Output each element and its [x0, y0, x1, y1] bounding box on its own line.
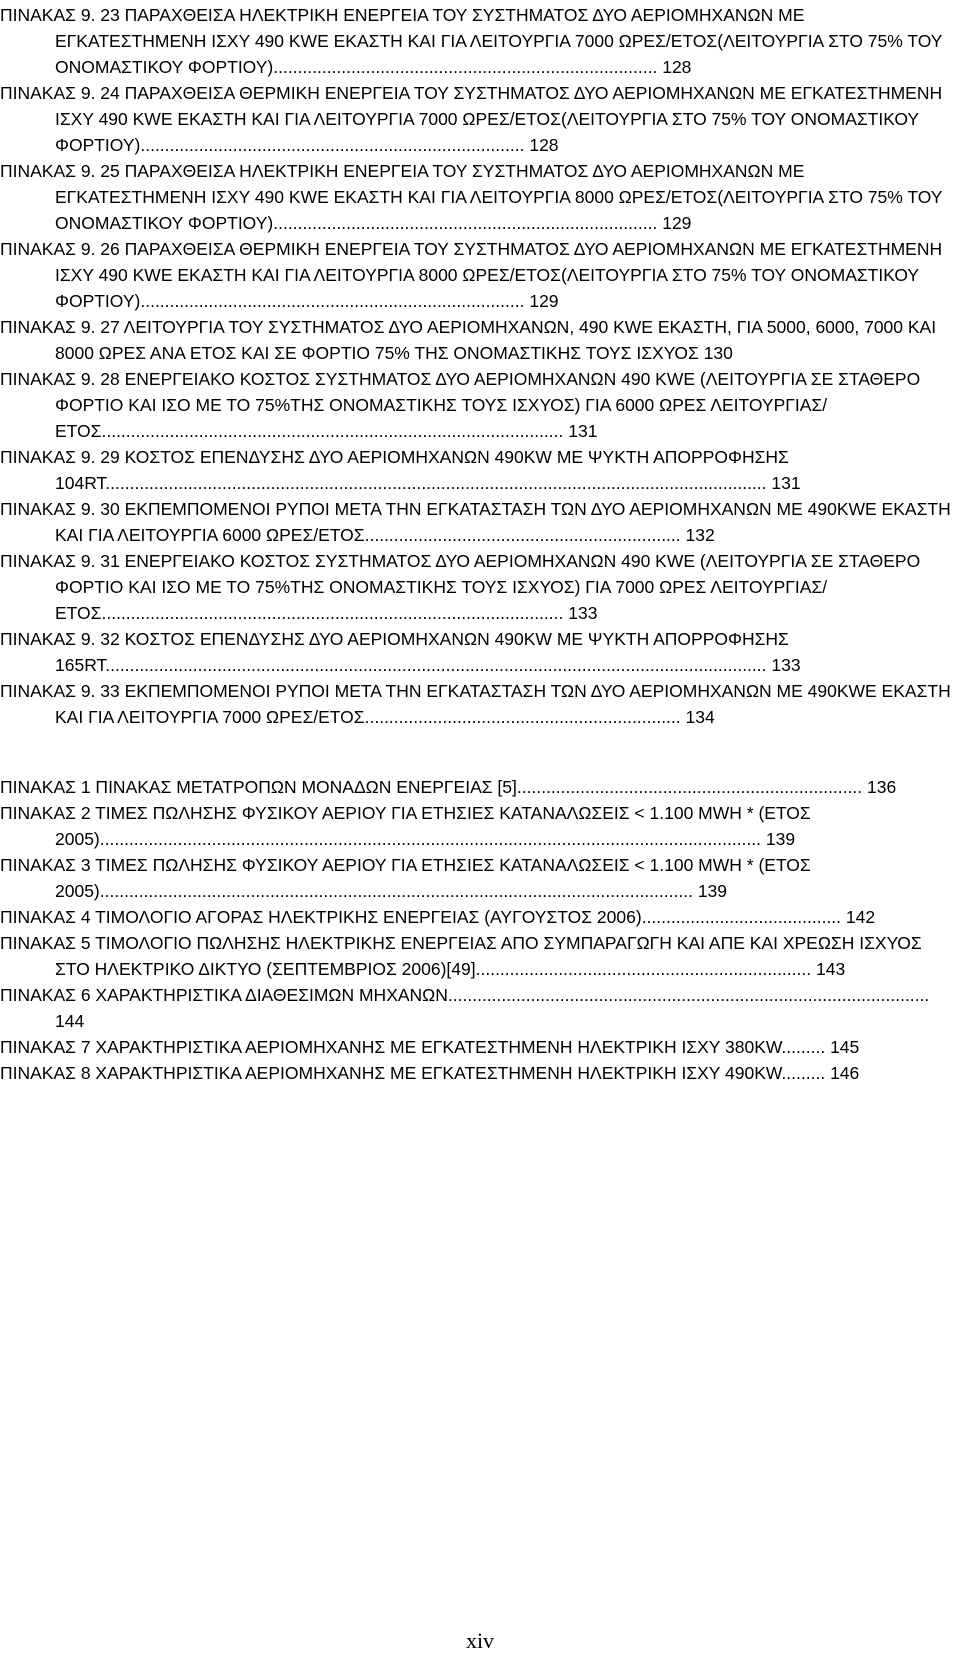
toc-leader-dots: ...................................................................................................	[447, 985, 930, 1005]
toc-entry[interactable]	[0, 236, 960, 314]
table-of-contents	[0, 2, 960, 1086]
toc-page-number: 133	[771, 655, 801, 675]
toc-entry-title: ΠΙΝΑΚΑΣ 1 ΠΙΝΑΚΑΣ ΜΕΤΑΤΡΟΠΩΝ ΜΟΝΑΔΩΝ ΕΝΕΡΓΕΙΑΣ [5]	[0, 777, 517, 797]
toc-entry[interactable]	[0, 1060, 960, 1086]
toc-page-number: 129	[529, 291, 559, 311]
toc-page-number: 128	[662, 57, 692, 77]
toc-entry[interactable]	[0, 496, 960, 548]
toc-entry[interactable]	[0, 800, 960, 852]
toc-entry[interactable]	[0, 80, 960, 158]
toc-leader-dots: .......................................................................	[516, 777, 863, 797]
toc-page-number: 139	[697, 881, 728, 901]
toc-entry-title: ΠΙΝΑΚΑΣ 9. 28 ΕΝΕΡΓΕΙΑΚΟ ΚΟΣΤΟΣ ΣΥΣΤΗΜΑΤΟΣ ΔΥΟ ΑΕΡΙΟΜΗΧΑΝΩΝ 490 KWE (ΛΕΙΤΟΥΡΓΙΑ ΣΕ ΣΤΑΘΕΡΟ ΦΟΡΤΙΟ ΚΑΙ ΙΣΟ ΜΕ ΤΟ 75%ΤΗΣ ΟΝΟΜΑΣΤΙΚΗΣ ΤΟΥΣ ΙΣΧΥΟΣ) ΓΙΑ 6000 ΩΡΕΣ ΛΕΙΤΟΥΡΓΙΑΣ/ΕΤΟΣ	[0, 369, 921, 441]
toc-entry-title: ΠΙΝΑΚΑΣ 9. 32 ΚΟΣΤΟΣ ΕΠΕΝΔΥΣΗΣ ΔΥΟ ΑΕΡΙΟΜΗΧΑΝΩΝ 490KW ΜΕ ΨΥΚΤΗ ΑΠΟΡΡΟΦΗΣΗΣ 165RT	[0, 629, 789, 675]
toc-entry[interactable]	[0, 444, 960, 496]
toc-leader-dots: .................................................................	[364, 525, 681, 545]
toc-entry[interactable]	[0, 852, 960, 904]
toc-page-number: 130	[703, 343, 733, 363]
toc-entry-title: ΠΙΝΑΚΑΣ 3 ΤΙΜΕΣ ΠΩΛΗΣΗΣ ΦΥΣΙΚΟΥ ΑΕΡΙΟΥ ΓΙΑ ΕΤΗΣΙΕΣ ΚΑΤΑΝΑΛΩΣΕΙΣ < 1.100 MWH * (ΕΤΟΣ 2005)	[0, 855, 811, 901]
toc-entry[interactable]	[0, 626, 960, 678]
toc-leader-dots: ...............................................................................	[273, 213, 658, 233]
toc-leader-dots: ........	[786, 1063, 826, 1083]
toc-leader-dots: ...............................................................................................	[101, 603, 564, 623]
toc-entry-title: ΠΙΝΑΚΑΣ 9. 30 ΕΚΠΕΜΠΟΜΕΝΟΙ ΡΥΠΟΙ ΜΕΤΑ ΤΗΝ ΕΓΚΑΤΑΣΤΑΣΗ ΤΩΝ ΔΥΟ ΑΕΡΙΟΜΗΧΑΝΩΝ ΜΕ 490KWE ΕΚΑΣΤΗ ΚΑΙ ΓΙΑ ΛΕΙΤΟΥΡΓΙΑ 6000 ΩΡΕΣ/ΕΤΟΣ	[0, 499, 951, 545]
toc-leader-dots: .....................................................................	[475, 959, 812, 979]
toc-page-number: 146	[830, 1063, 860, 1083]
toc-entry-title: ΠΙΝΑΚΑΣ 9. 25 ΠΑΡΑΧΘΕΙΣΑ ΗΛΕΚΤΡΙΚΗ ΕΝΕΡΓΕΙΑ ΤΟΥ ΣΥΣΤΗΜΑΤΟΣ ΔΥΟ ΑΕΡΙΟΜΗΧΑΝΩΝ ΜΕ ΕΓΚΑΤΕΣΤΗΜΕΝΗ ΙΣΧΥ 490 KWE ΕΚΑΣΤΗ ΚΑΙ ΓΙΑ ΛΕΙΤΟΥΡΓΙΑ 8000 ΩΡΕΣ/ΕΤΟΣ(ΛΕΙΤΟΥΡΓΙΑ ΣΤΟ 75% ΤΟΥ ΟΝΟΜΑΣΤΙΚΟΥ ΦΟΡΤΙΟΥ)	[0, 161, 943, 233]
toc-group-appendix-tables	[0, 774, 960, 1086]
toc-entry-title: ΠΙΝΑΚΑΣ 9. 26 ΠΑΡΑΧΘΕΙΣΑ ΘΕΡΜΙΚΗ ΕΝΕΡΓΕΙΑ ΤΟΥ ΣΥΣΤΗΜΑΤΟΣ ΔΥΟ ΑΕΡΙΟΜΗΧΑΝΩΝ ΜΕ ΕΓΚΑΤΕΣΤΗΜΕΝΗ ΙΣΧΥ 490 KWE ΕΚΑΣΤΗ ΚΑΙ ΓΙΑ ΛΕΙΤΟΥΡΓΙΑ 8000 ΩΡΕΣ/ΕΤΟΣ(ΛΕΙΤΟΥΡΓΙΑ ΣΤΟ 75% ΤΟΥ ΟΝΟΜΑΣΤΙΚΟΥ ΦΟΡΤΙΟΥ)	[0, 239, 943, 311]
toc-entry-title: ΠΙΝΑΚΑΣ 8 ΧΑΡΑΚΤΗΡΙΣΤΙΚΑ ΑΕΡΙΟΜΗΧΑΝΗΣ ΜΕ ΕΓΚΑΤΕΣΤΗΜΕΝΗ ΗΛΕΚΤΡΙΚΗ ΙΣΧΥ 490KW.	[0, 1063, 787, 1083]
toc-leader-dots: .........................................	[641, 907, 842, 927]
page-number-footer: xiv	[465, 1628, 495, 1653]
toc-leader-dots: ........................................................................................................................................	[105, 473, 767, 493]
toc-leader-dots: ........................................................................................................................................	[99, 829, 762, 849]
toc-leader-dots: ........................................................................................................................................	[105, 655, 767, 675]
toc-page-number: 133	[568, 603, 598, 623]
section-gap	[0, 730, 960, 774]
toc-page-number: 134	[685, 707, 715, 727]
toc-entry[interactable]	[0, 678, 960, 730]
toc-entry-title: ΠΙΝΑΚΑΣ 9. 31 ΕΝΕΡΓΕΙΑΚΟ ΚΟΣΤΟΣ ΣΥΣΤΗΜΑΤΟΣ ΔΥΟ ΑΕΡΙΟΜΗΧΑΝΩΝ 490 KWE (ΛΕΙΤΟΥΡΓΙΑ ΣΕ ΣΤΑΘΕΡΟ ΦΟΡΤΙΟ ΚΑΙ ΙΣΟ ΜΕ ΤΟ 75%ΤΗΣ ΟΝΟΜΑΣΤΙΚΗΣ ΤΟΥΣ ΙΣΧΥΟΣ) ΓΙΑ 7000 ΩΡΕΣ ΛΕΙΤΟΥΡΓΙΑΣ/ΕΤΟΣ	[0, 551, 921, 623]
toc-group-tables-9	[0, 2, 960, 730]
toc-entry-title: ΠΙΝΑΚΑΣ 9. 24 ΠΑΡΑΧΘΕΙΣΑ ΘΕΡΜΙΚΗ ΕΝΕΡΓΕΙΑ ΤΟΥ ΣΥΣΤΗΜΑΤΟΣ ΔΥΟ ΑΕΡΙΟΜΗΧΑΝΩΝ ΜΕ ΕΓΚΑΤΕΣΤΗΜΕΝΗ ΙΣΧΥ 490 KWE ΕΚΑΣΤΗ ΚΑΙ ΓΙΑ ΛΕΙΤΟΥΡΓΙΑ 7000 ΩΡΕΣ/ΕΤΟΣ(ΛΕΙΤΟΥΡΓΙΑ ΣΤΟ 75% ΤΟΥ ΟΝΟΜΑΣΤΙΚΟΥ ΦΟΡΤΙΟΥ)	[0, 83, 943, 155]
toc-page-number: 139	[765, 829, 796, 849]
toc-entry-title: ΠΙΝΑΚΑΣ 7 ΧΑΡΑΚΤΗΡΙΣΤΙΚΑ ΑΕΡΙΟΜΗΧΑΝΗΣ ΜΕ ΕΓΚΑΤΕΣΤΗΜΕΝΗ ΗΛΕΚΤΡΙΚΗ ΙΣΧΥ 380KW.	[0, 1037, 787, 1057]
toc-entry-title: ΠΙΝΑΚΑΣ 9. 29 ΚΟΣΤΟΣ ΕΠΕΝΔΥΣΗΣ ΔΥΟ ΑΕΡΙΟΜΗΧΑΝΩΝ 490KW ΜΕ ΨΥΚΤΗ ΑΠΟΡΡΟΦΗΣΗΣ 104RT	[0, 447, 789, 493]
toc-entry[interactable]	[0, 774, 960, 800]
toc-entry-title: ΠΙΝΑΚΑΣ 5 ΤΙΜΟΛΟΓΙΟ ΠΩΛΗΣΗΣ ΗΛΕΚΤΡΙΚΗΣ ΕΝΕΡΓΕΙΑΣ ΑΠΟ ΣΥΜΠΑΡΑΓΩΓΗ ΚΑΙ ΑΠΕ ΚΑΙ ΧΡΕΩΣΗ ΙΣΧΥΟΣ ΣΤΟ ΗΛΕΚΤΡΙΚΟ ΔΙΚΤΥΟ (ΣΕΠΤΕΜΒΡΙΟΣ 2006)[49]	[0, 933, 922, 979]
toc-entry-title: ΠΙΝΑΚΑΣ 9. 33 ΕΚΠΕΜΠΟΜΕΝΟΙ ΡΥΠΟΙ ΜΕΤΑ ΤΗΝ ΕΓΚΑΤΑΣΤΑΣΗ ΤΩΝ ΔΥΟ ΑΕΡΙΟΜΗΧΑΝΩΝ ΜΕ 490KWE ΕΚΑΣΤΗ ΚΑΙ ΓΙΑ ΛΕΙΤΟΥΡΓΙΑ 7000 ΩΡΕΣ/ΕΤΟΣ	[0, 681, 951, 727]
toc-page-number: 143	[815, 959, 846, 979]
toc-leader-dots: ...............................................................................................	[101, 421, 564, 441]
toc-page-number: 136	[866, 777, 897, 797]
toc-entry[interactable]	[0, 1034, 960, 1060]
toc-entry[interactable]	[0, 366, 960, 444]
toc-page-number: 142	[845, 907, 876, 927]
toc-leader-dots: ..........................................................................................................................	[99, 881, 693, 901]
toc-leader-dots: ...............................................................................	[140, 135, 525, 155]
toc-entry[interactable]	[0, 982, 960, 1034]
toc-page-number: 131	[771, 473, 801, 493]
toc-leader-dots: ........	[786, 1037, 826, 1057]
toc-page-number: 131	[568, 421, 598, 441]
toc-entry-title: ΠΙΝΑΚΑΣ 6 ΧΑΡΑΚΤΗΡΙΣΤΙΚΑ ΔΙΑΘΕΣΙΜΩΝ ΜΗΧΑΝΩΝ	[0, 985, 448, 1005]
toc-page-number: 145	[830, 1037, 860, 1057]
toc-page-number: 128	[529, 135, 559, 155]
toc-entry[interactable]	[0, 548, 960, 626]
toc-entry[interactable]	[0, 314, 960, 366]
toc-leader-dots: .................................................................	[364, 707, 681, 727]
toc-leader-dots: ...............................................................................	[140, 291, 525, 311]
toc-entry-title: ΠΙΝΑΚΑΣ 2 ΤΙΜΕΣ ΠΩΛΗΣΗΣ ΦΥΣΙΚΟΥ ΑΕΡΙΟΥ ΓΙΑ ΕΤΗΣΙΕΣ ΚΑΤΑΝΑΛΩΣΕΙΣ < 1.100 MWH * (ΕΤΟΣ 2005)	[0, 803, 811, 849]
toc-page-number: 132	[685, 525, 715, 545]
toc-entry[interactable]	[0, 2, 960, 80]
toc-entry[interactable]	[0, 904, 960, 930]
toc-page-number: 144	[55, 1011, 85, 1031]
toc-leader-dots: ...............................................................................	[273, 57, 658, 77]
toc-page-number: 129	[662, 213, 692, 233]
toc-entry[interactable]	[0, 930, 960, 982]
toc-entry[interactable]	[0, 158, 960, 236]
toc-entry-title: ΠΙΝΑΚΑΣ 9. 27 ΛΕΙΤΟΥΡΓΙΑ ΤΟΥ ΣΥΣΤΗΜΑΤΟΣ ΔΥΟ ΑΕΡΙΟΜΗΧΑΝΩΝ, 490 KWE ΕΚΑΣΤΗ, ΓΙΑ 5000, 6000, 7000 ΚΑΙ 8000 ΩΡΕΣ ΑΝΑ ΕΤΟΣ ΚΑΙ ΣΕ ΦΟΡΤΙΟ 75% ΤΗΣ ΟΝΟΜΑΣΤΙΚΗΣ ΤΟΥΣ ΙΣΧΥΟΣ	[0, 317, 937, 363]
toc-entry-title: ΠΙΝΑΚΑΣ 4 ΤΙΜΟΛΟΓΙΟ ΑΓΟΡΑΣ ΗΛΕΚΤΡΙΚΗΣ ΕΝΕΡΓΕΙΑΣ (ΑΥΓΟΥΣΤΟΣ 2006)	[0, 907, 642, 927]
toc-entry-title: ΠΙΝΑΚΑΣ 9. 23 ΠΑΡΑΧΘΕΙΣΑ ΗΛΕΚΤΡΙΚΗ ΕΝΕΡΓΕΙΑ ΤΟΥ ΣΥΣΤΗΜΑΤΟΣ ΔΥΟ ΑΕΡΙΟΜΗΧΑΝΩΝ ΜΕ ΕΓΚΑΤΕΣΤΗΜΕΝΗ ΙΣΧΥ 490 KWE ΕΚΑΣΤΗ ΚΑΙ ΓΙΑ ΛΕΙΤΟΥΡΓΙΑ 7000 ΩΡΕΣ/ΕΤΟΣ(ΛΕΙΤΟΥΡΓΙΑ ΣΤΟ 75% ΤΟΥ ΟΝΟΜΑΣΤΙΚΟΥ ΦΟΡΤΙΟΥ)	[0, 5, 943, 77]
